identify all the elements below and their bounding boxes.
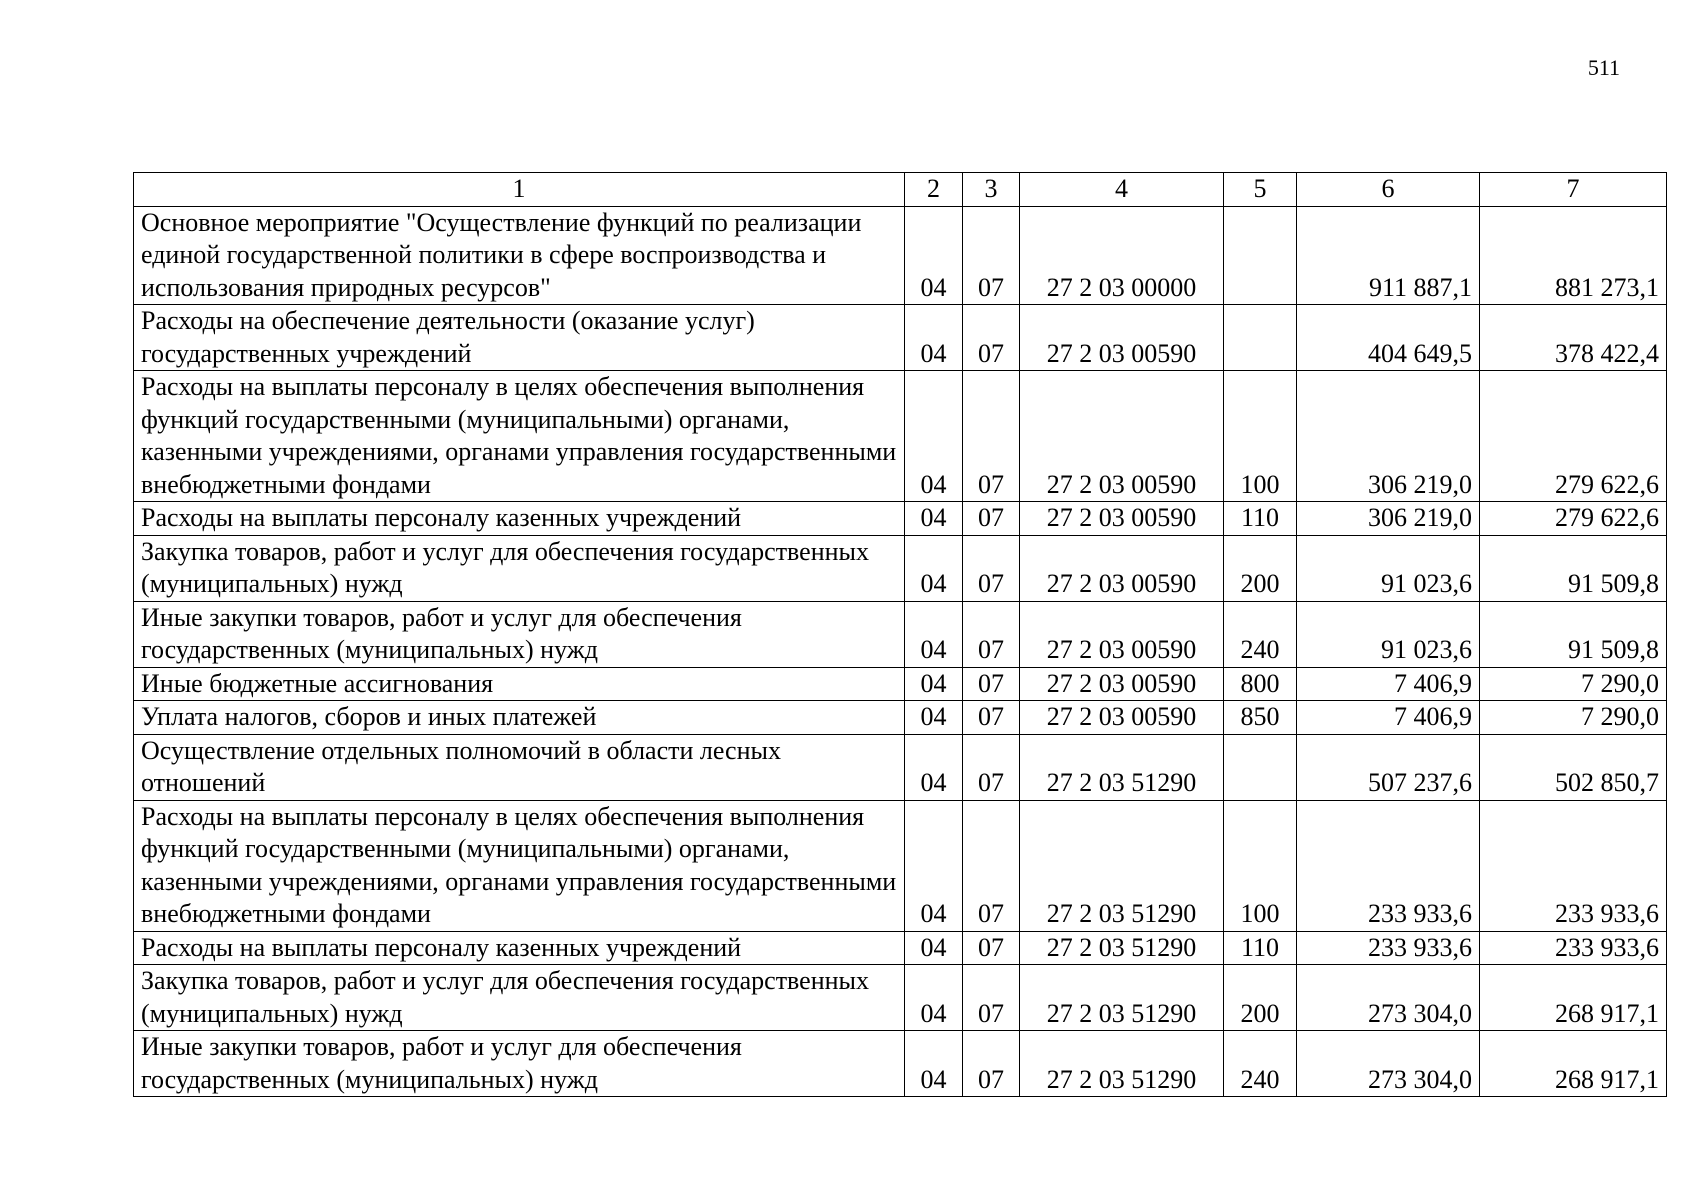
col6-cell: 273 304,0 — [1297, 965, 1480, 1031]
table-row — [134, 931, 1667, 965]
col2-cell: 04 — [905, 305, 963, 371]
header-cell-5: 5 — [1224, 173, 1297, 207]
table-row — [134, 800, 1667, 931]
col4-cell: 27 2 03 00590 — [1020, 601, 1224, 667]
col7-cell: 502 850,7 — [1480, 734, 1667, 800]
col3-cell: 07 — [963, 701, 1020, 735]
col7-cell: 268 917,1 — [1480, 1031, 1667, 1097]
col7-cell: 233 933,6 — [1480, 800, 1667, 931]
row-name-cell: Закупка товаров, работ и услуг для обеспечения государственных (муниципальных) нужд — [134, 535, 905, 601]
table-row — [134, 667, 1667, 701]
col3-cell: 07 — [963, 667, 1020, 701]
row-name-cell: Иные бюджетные ассигнования — [134, 667, 905, 701]
col7-cell: 378 422,4 — [1480, 305, 1667, 371]
header-cell-4: 4 — [1020, 173, 1224, 207]
col3-cell: 07 — [963, 305, 1020, 371]
col5-cell: 110 — [1224, 931, 1297, 965]
col4-cell: 27 2 03 51290 — [1020, 734, 1224, 800]
col3-cell: 07 — [963, 502, 1020, 536]
col6-cell: 7 406,9 — [1297, 667, 1480, 701]
col7-cell: 881 273,1 — [1480, 206, 1667, 305]
col7-cell: 268 917,1 — [1480, 965, 1667, 1031]
table-row — [134, 371, 1667, 502]
col4-cell: 27 2 03 00590 — [1020, 305, 1224, 371]
col2-cell: 04 — [905, 931, 963, 965]
row-name-cell: Иные закупки товаров, работ и услуг для обеспечения государственных (муниципальных) нужд — [134, 1031, 905, 1097]
row-name-cell: Расходы на выплаты персоналу в целях обеспечения выполнения функций государственными (муниципальными) органами, казенными учреждениями, органами управления государственными внебюджетными фондами — [134, 800, 905, 931]
col4-cell: 27 2 03 51290 — [1020, 965, 1224, 1031]
col4-cell: 27 2 03 00590 — [1020, 667, 1224, 701]
col7-cell: 279 622,6 — [1480, 502, 1667, 536]
col2-cell: 04 — [905, 206, 963, 305]
col2-cell: 04 — [905, 667, 963, 701]
col2-cell: 04 — [905, 701, 963, 735]
col4-cell: 27 2 03 51290 — [1020, 931, 1224, 965]
row-name-cell: Расходы на обеспечение деятельности (оказание услуг) государственных учреждений — [134, 305, 905, 371]
col4-cell: 27 2 03 00590 — [1020, 535, 1224, 601]
col6-cell: 91 023,6 — [1297, 535, 1480, 601]
row-name-cell: Расходы на выплаты персоналу казенных учреждений — [134, 502, 905, 536]
col2-cell: 04 — [905, 800, 963, 931]
col2-cell: 04 — [905, 601, 963, 667]
col3-cell: 07 — [963, 800, 1020, 931]
col5-cell — [1224, 305, 1297, 371]
table-row — [134, 305, 1667, 371]
col5-cell: 240 — [1224, 1031, 1297, 1097]
table-row — [134, 206, 1667, 305]
col5-cell: 200 — [1224, 535, 1297, 601]
header-row — [134, 173, 1667, 207]
col3-cell: 07 — [963, 1031, 1020, 1097]
col4-cell: 27 2 03 51290 — [1020, 1031, 1224, 1097]
col5-cell: 800 — [1224, 667, 1297, 701]
header-cell-7: 7 — [1480, 173, 1667, 207]
table-row — [134, 701, 1667, 735]
col3-cell: 07 — [963, 535, 1020, 601]
col4-cell: 27 2 03 00590 — [1020, 701, 1224, 735]
col7-cell: 279 622,6 — [1480, 371, 1667, 502]
col3-cell: 07 — [963, 371, 1020, 502]
table-row — [134, 734, 1667, 800]
col4-cell: 27 2 03 00000 — [1020, 206, 1224, 305]
header-cell-1: 1 — [134, 173, 905, 207]
header-cell-2: 2 — [905, 173, 963, 207]
col2-cell: 04 — [905, 502, 963, 536]
col5-cell — [1224, 734, 1297, 800]
col5-cell: 110 — [1224, 502, 1297, 536]
col6-cell: 507 237,6 — [1297, 734, 1480, 800]
table-row — [134, 502, 1667, 536]
row-name-cell: Осуществление отдельных полномочий в области лесных отношений — [134, 734, 905, 800]
col6-cell: 233 933,6 — [1297, 931, 1480, 965]
budget-table — [133, 172, 1667, 1097]
row-name-cell: Закупка товаров, работ и услуг для обеспечения государственных (муниципальных) нужд — [134, 965, 905, 1031]
col5-cell: 850 — [1224, 701, 1297, 735]
col3-cell: 07 — [963, 931, 1020, 965]
row-name-cell: Расходы на выплаты персоналу в целях обеспечения выполнения функций государственными (муниципальными) органами, казенными учреждениями, органами управления государственными внебюджетными фондами — [134, 371, 905, 502]
col3-cell: 07 — [963, 601, 1020, 667]
table-row — [134, 965, 1667, 1031]
col3-cell: 07 — [963, 965, 1020, 1031]
col6-cell: 306 219,0 — [1297, 502, 1480, 536]
col7-cell: 7 290,0 — [1480, 667, 1667, 701]
col6-cell: 7 406,9 — [1297, 701, 1480, 735]
col4-cell: 27 2 03 51290 — [1020, 800, 1224, 931]
table-row — [134, 1031, 1667, 1097]
col2-cell: 04 — [905, 1031, 963, 1097]
page-number: 511 — [1587, 55, 1620, 80]
col5-cell: 100 — [1224, 800, 1297, 931]
col6-cell: 91 023,6 — [1297, 601, 1480, 667]
col6-cell: 306 219,0 — [1297, 371, 1480, 502]
table-row — [134, 535, 1667, 601]
row-name-cell: Расходы на выплаты персоналу казенных учреждений — [134, 931, 905, 965]
col6-cell: 233 933,6 — [1297, 800, 1480, 931]
row-name-cell: Иные закупки товаров, работ и услуг для обеспечения государственных (муниципальных) нужд — [134, 601, 905, 667]
row-name-cell: Уплата налогов, сборов и иных платежей — [134, 701, 905, 735]
table-row — [134, 601, 1667, 667]
col5-cell: 100 — [1224, 371, 1297, 502]
col2-cell: 04 — [905, 965, 963, 1031]
col7-cell: 7 290,0 — [1480, 701, 1667, 735]
col7-cell: 91 509,8 — [1480, 535, 1667, 601]
header-cell-3: 3 — [963, 173, 1020, 207]
col6-cell: 273 304,0 — [1297, 1031, 1480, 1097]
col4-cell: 27 2 03 00590 — [1020, 371, 1224, 502]
col6-cell: 404 649,5 — [1297, 305, 1480, 371]
col7-cell: 233 933,6 — [1480, 931, 1667, 965]
header-cell-6: 6 — [1297, 173, 1480, 207]
col2-cell: 04 — [905, 371, 963, 502]
col3-cell: 07 — [963, 206, 1020, 305]
col5-cell: 200 — [1224, 965, 1297, 1031]
col6-cell: 911 887,1 — [1297, 206, 1480, 305]
col5-cell — [1224, 206, 1297, 305]
col5-cell: 240 — [1224, 601, 1297, 667]
row-name-cell: Основное мероприятие "Осуществление функций по реализации единой государственной политики в сфере воспроизводства и использования природных ресурсов" — [134, 206, 905, 305]
col4-cell: 27 2 03 00590 — [1020, 502, 1224, 536]
col7-cell: 91 509,8 — [1480, 601, 1667, 667]
col3-cell: 07 — [963, 734, 1020, 800]
col2-cell: 04 — [905, 535, 963, 601]
col2-cell: 04 — [905, 734, 963, 800]
